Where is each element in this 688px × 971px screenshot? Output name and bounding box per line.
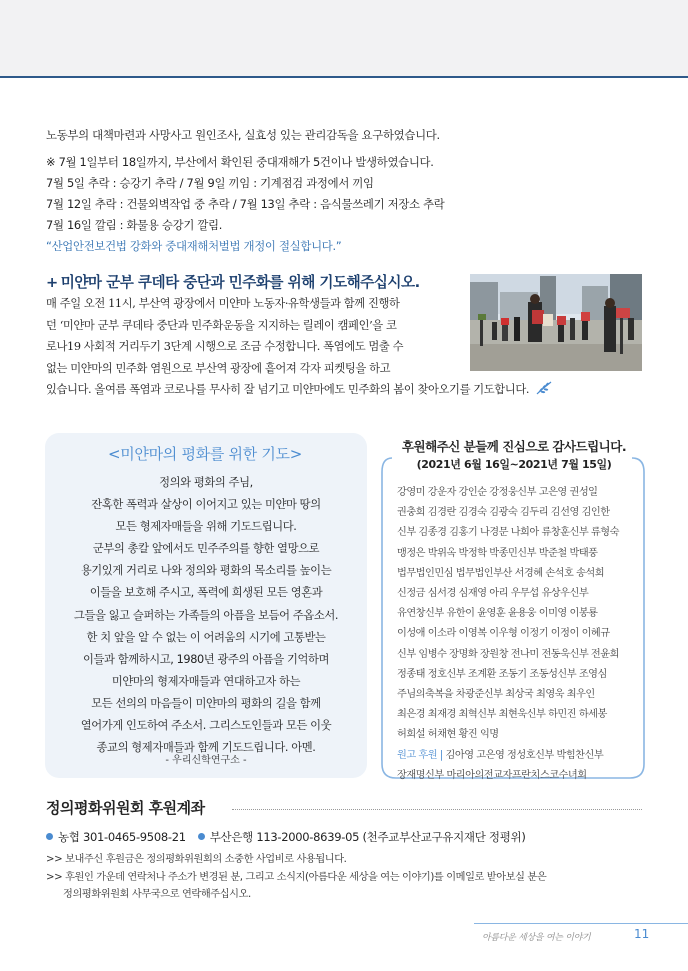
intro-line: 7월 12일 추락 : 건물외벽작업 중 추락 / 7월 13일 추락 : 음식물쓰레기 저장소 추락 <box>46 197 445 211</box>
prayer-line: 용기있게 거리로 나와 정의와 평화의 목소리를 높이는 <box>80 564 332 578</box>
prayer-line: 군부의 총칼 앞에서도 민주주의를 향한 열망으로 <box>92 542 320 556</box>
prayer-signature: - 우리신학연구소 - <box>165 755 247 766</box>
dotted-divider <box>232 809 642 810</box>
donor-line: 주님의축복을 차광준신부 최상국 최영욱 최우인 <box>397 689 595 701</box>
donor-line: 이성애 이소라 이영복 이우형 이정기 이정이 이혜규 <box>397 628 610 640</box>
intro-line: 7월 5일 추락 : 승강기 추락 / 7월 9일 끼임 : 기계점검 과정에서 끼임 <box>46 176 374 190</box>
myanmar-line: 매 주일 오전 11시, 부산역 광장에서 미얀마 노동자·유학생들과 함께 진행하 <box>46 297 400 310</box>
donor-line: 법무법인민심 법무법인부산 서경혜 손석호 송석희 <box>397 567 605 579</box>
prayer-line: 모든 형제자매들을 위해 기도드립니다. <box>115 520 297 534</box>
myanmar-heading <box>46 271 420 292</box>
prayer-line: 정의와 평화의 주님, <box>159 476 253 489</box>
myanmar-last-line: 있습니다. 올여름 폭염과 코로나를 무사히 잘 넘기고 미얀마에도 민주화의 봄이 찾아오기를 기도합니다. <box>46 383 530 397</box>
page-number: 11 <box>634 927 650 941</box>
account-title: 정의평화위원회 후원계좌 <box>46 799 205 817</box>
prayer-line: 한 치 앞을 알 수 없는 이 어려움의 시기에 고통받는 <box>86 630 326 644</box>
donor-line: 최은경 최재경 최혁신부 최현욱신부 하민진 하세봉 <box>397 709 607 721</box>
olive-branch-icon <box>535 381 553 395</box>
manuscript-names: 김아영 고은영 정성호신부 박힘찬신부 <box>442 749 604 761</box>
donor-line: 신부 김종경 김홍기 나경문 나희아 류창훈신부 류형숙 <box>397 527 619 539</box>
intro-line: ※ 7월 1일부터 18일까지, 부산에서 확인된 중대재해가 5건이나 발생하였습니다. <box>46 155 434 169</box>
bullet-icon <box>198 833 205 840</box>
prayer-line: 종교의 형제자매들과 함께 기도드립니다. 아멘. <box>96 741 316 755</box>
donor-line: 허희설 허채현 황진 익명 <box>397 729 499 741</box>
prayer-body <box>45 472 367 759</box>
account-numbers <box>46 829 526 845</box>
manuscript-donors-2: 장재명신부 마리아의전교자프란치스코수녀회 <box>397 769 587 781</box>
bullet-icon <box>46 833 53 840</box>
account-note: 정의평화위원회 사무국으로 연락해주십시오. <box>63 889 251 900</box>
intro-line: 노동부의 대책마련과 사망사고 원인조사, 실효성 있는 관리감독을 요구하였습니다. <box>46 128 440 142</box>
myanmar-line <box>46 379 553 401</box>
donor-line: 강영미 강운자 강인순 강정웅신부 고은영 권성일 <box>397 487 598 498</box>
account-notes <box>46 851 546 904</box>
myanmar-line: 로나19 사회적 거리두기 3단계 시행으로 조금 수정합니다. 폭염에도 멈출 수 <box>46 340 404 354</box>
prayer-title: <미얀마의 평화를 위한 기도> <box>107 445 303 463</box>
manuscript-donors <box>397 746 637 766</box>
thanks-title: 후원해주신 분들께 진심으로 감사드립니다. <box>401 439 627 454</box>
intro-quote: “산업안전보건법 강화와 중대재해처벌법 개정이 절실합니다.” <box>46 239 342 253</box>
donor-line: 맹정은 박위옥 박정학 박종민신부 박준철 박태풍 <box>397 547 598 559</box>
prayer-line: 모든 선의의 마음들이 미얀마의 평화의 길을 함께 <box>91 696 321 710</box>
myanmar-heading-text: 미얀마 군부 쿠데타 중단과 민주화를 위해 기도해주십시오. <box>60 274 420 291</box>
donor-list <box>397 483 637 786</box>
prayer-line: 이들과 함께하시고, 1980년 광주의 아픔을 기억하며 <box>82 652 330 666</box>
bank-nonghyup: 농협 301-0465-9508-21 <box>58 830 186 844</box>
manuscript-label: 원고 후원 | <box>397 749 443 761</box>
prayer-line: 열어가게 인도하여 주소서. 그리스도인들과 모든 이웃 <box>80 719 332 733</box>
account-note: >> 후원인 가운데 연락처나 주소가 변경된 분, 그리고 소식지(아름다운 세상을 여는 이야기)를 이메일로 받아보실 분은 <box>46 871 547 883</box>
account-note: >> 보내주신 후원금은 정의평화위원회의 소중한 사업비로 사용됩니다. <box>46 854 347 865</box>
donor-line: 권충희 김경란 김경숙 김광숙 김두리 김선영 김인한 <box>397 507 610 519</box>
donor-line: 신정금 심서경 심재영 아리 우무섭 유상우신부 <box>397 588 589 600</box>
donor-line: 정종태 정호신부 조계환 조동기 조동성신부 조영심 <box>397 668 607 680</box>
bank-busan: 부산은행 113-2000-8639-05 (천주교부산교구유지재단 정평위) <box>209 830 526 844</box>
intro-line: 7월 16일 깔림 : 화물용 승강기 깔림. <box>46 218 223 232</box>
thanks-date: (2021년 6월 16일~2021년 7월 15일) <box>416 458 612 471</box>
footer-rule <box>474 923 688 924</box>
donor-line: 신부 임병수 장명화 장원창 전나미 전동욱신부 전윤희 <box>397 648 619 660</box>
prayer-line: 잔혹한 폭력과 살상이 이어지고 있는 미얀마 땅의 <box>91 498 321 512</box>
prayer-line: 이들을 보호해 주시고, 폭력에 희생된 모든 영혼과 <box>89 586 323 600</box>
prayer-line: 미얀마의 형제자매들과 연대하고자 하는 <box>111 674 301 688</box>
magazine-name: 아름다운 세상을 여는 이야기 <box>482 933 591 943</box>
plus-icon: + <box>46 274 58 291</box>
header-band <box>0 0 688 78</box>
myanmar-body <box>46 293 553 401</box>
myanmar-line: 던 ‘미얀마 군부 쿠데타 중단과 민주화운동을 지지하는 릴레이 캠페인’을 코 <box>46 318 397 332</box>
intro-text <box>46 125 646 257</box>
myanmar-line: 없는 미얀마의 민주화 염원으로 부산역 광장에 흩어져 각자 피켓팅을 하고 <box>46 361 391 375</box>
prayer-line: 그들을 잃고 슬퍼하는 가족들의 아픔을 보듬어 주옵소서. <box>73 608 339 622</box>
donor-line: 유연창신부 유한이 윤영훈 윤용웅 이미영 이봉룡 <box>397 608 598 620</box>
